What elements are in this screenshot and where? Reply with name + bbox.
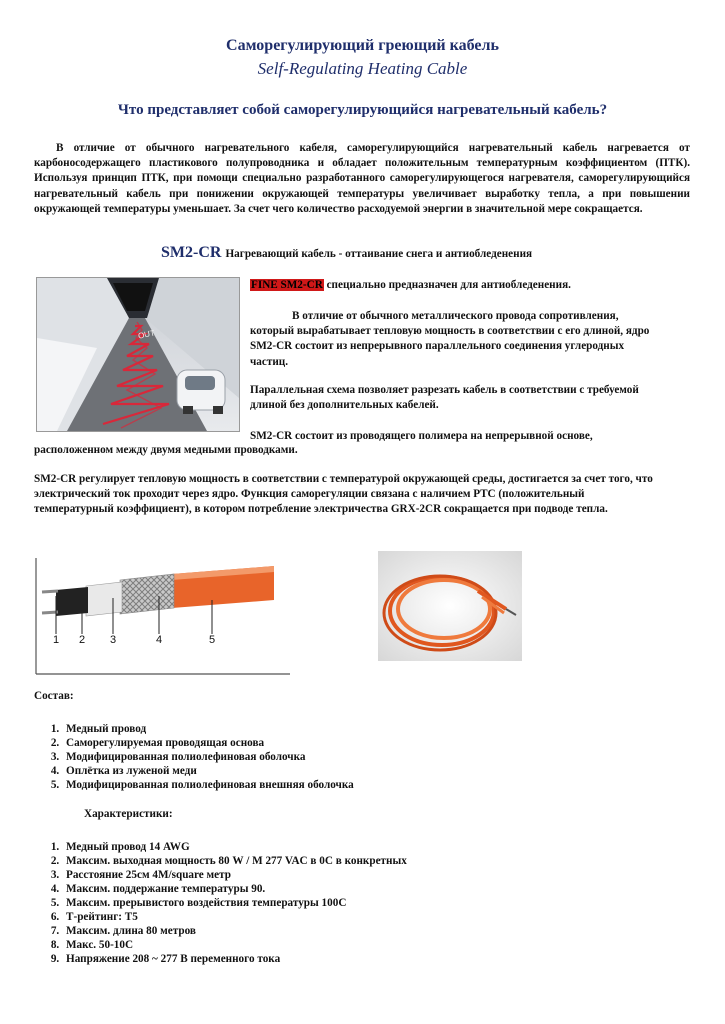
parallel-paragraph: Параллельная схема позволяет разрезать кабель в соответствии с требуемой длиной без дополнительных кабелей.: [250, 384, 639, 412]
fine-highlight-label: FINE SM2-CR: [251, 279, 323, 291]
list-item: 9. Напряжение 208 ~ 277 В переменного тока: [62, 952, 407, 966]
driveway-heating-image: [36, 277, 240, 432]
page-subtitle: Self-Regulating Heating Cable: [257, 59, 468, 78]
section-heading: Что представляет собой саморегулирующийся нагревательный кабель?: [117, 102, 608, 118]
core-paragraph: В отличие от обычного металлического провода сопротивления, который вырабатывает тепловую мощность в соответствии с его длиной, ядро SM2-CR состоит из непрерывного параллельного соединения углеродных частиц.: [250, 310, 650, 368]
list-item: 3. Расстояние 25см 4M/square метр: [62, 868, 407, 882]
list-item: 5. Модифицированная полиолефиновая внешняя оболочка: [62, 778, 354, 792]
list-item: 1. Медный провод 14 AWG: [62, 840, 407, 854]
product-description: Нагревающий кабель - оттаивание снега и антиобледенения: [225, 248, 533, 260]
cable-structure-diagram: [34, 556, 292, 676]
product-heading: [161, 244, 532, 262]
specs-title: Характеристики:: [84, 808, 173, 820]
fine-text: специально предназначен для антиобледенения.: [323, 279, 571, 291]
intro-paragraph: [34, 141, 690, 217]
list-item: 6. Т-рейтинг: T5: [62, 910, 407, 924]
composition-list: [41, 722, 354, 792]
list-item: 1. Медный провод: [62, 722, 354, 736]
list-item: 8. Макс. 50-10C: [62, 938, 407, 952]
diagram-label-1: 1: [53, 634, 60, 646]
polymer-paragraph-end: расположенном между двумя медными проводками.: [34, 444, 298, 456]
intro-text: В отличие от обычного нагревательного кабеля, саморегулирующийся нагревательный кабель нагревается от карбоносодержащего пластикового полупроводника и обладает положительным температурным коэффициентом (ПТК). Используя принцип ПТК, при помощи специально разработанного саморегулирующегося нагревателя, саморегулирующийся нагревательный кабель при понижении окружающей температуры увеличивает выработку тепла, а при повышении окружающей температуры уменьшает. За счет чего количество расходуемой энергии в значительной мере сокращается.: [34, 142, 690, 215]
list-item: 4. Оплётка из луженой меди: [62, 764, 354, 778]
list-item: 2. Саморегулируемая проводящая основа: [62, 736, 354, 750]
polymer-paragraph-start: SM2-CR состоит из проводящего полимера на непрерывной основе,: [250, 430, 593, 442]
composition-title: Состав:: [34, 690, 74, 702]
list-item: 5. Максим. прерывистого воздействия температуры 100C: [62, 896, 407, 910]
product-code: SM2-CR: [161, 244, 222, 261]
diagram-label-3: 3: [110, 634, 117, 646]
diagram-label-2: 2: [79, 634, 86, 646]
list-item: 2. Максим. выходная мощность 80 W / M 277 VAC в 0C в конкретных: [62, 854, 407, 868]
road-out-label: OUT: [137, 328, 156, 341]
diagram-label-5: 5: [209, 634, 216, 646]
list-item: 7. Максим. длина 80 метров: [62, 924, 407, 938]
specs-list: [41, 840, 407, 966]
list-item: 4. Максим. поддержание температуры 90.: [62, 882, 407, 896]
diagram-label-4: 4: [156, 634, 163, 646]
list-item: 3. Модифицированная полиолефиновая оболочка: [62, 750, 354, 764]
fine-line: [250, 278, 571, 293]
coiled-cable-photo: [378, 551, 522, 661]
regulation-paragraph: SM2-CR регулирует тепловую мощность в соответствии с температурой окружающей среды, достигается за счет того, что электрический ток проходит через ядро. Функция саморегуляции связана с наличием PTC (положительный температурный коэффициент), в котором потребление электричества GRX-2CR сокращается при подводе тепла.: [34, 473, 653, 516]
page-title: Саморегулирующий греющий кабель: [226, 37, 499, 54]
